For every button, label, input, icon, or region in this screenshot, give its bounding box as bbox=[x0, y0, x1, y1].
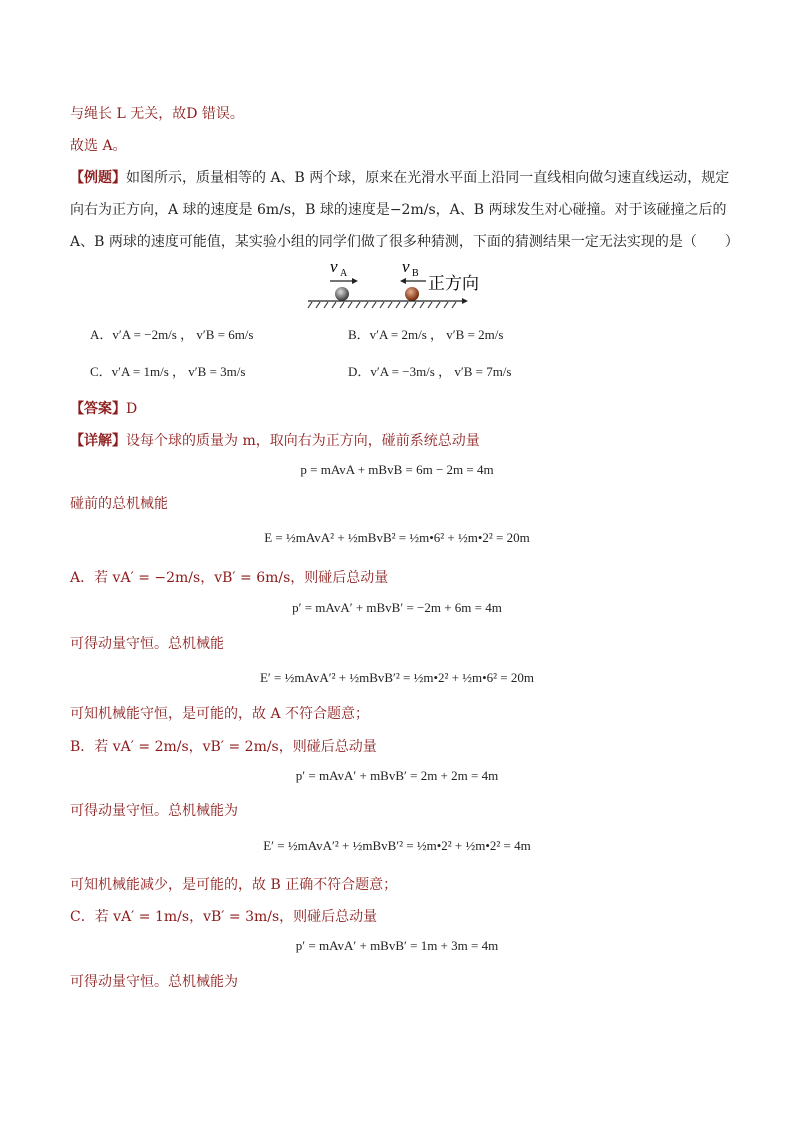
case-b-statement: 可得动量守恒。总机械能为 bbox=[70, 803, 238, 819]
answer-value: D bbox=[126, 401, 138, 417]
detail-line bbox=[70, 431, 480, 451]
answer-tag: 【答案】 bbox=[70, 401, 126, 417]
question-line-3: A、B 两球的速度可能值，某实验小组的同学们做了很多种猜测，下面的猜测结果一定无法实现的是（ ） bbox=[70, 234, 739, 250]
equation-case-b-energy: E′ = ½mAvA′² + ½mBvB′² = ½m•2² + ½m•2² = 4m bbox=[263, 838, 531, 853]
case-a-conclusion: 可知机械能守恒，是可能的，故 A 不符合题意； bbox=[70, 706, 370, 722]
case-c-statement: 可得动量守恒。总机械能为 bbox=[70, 974, 238, 990]
case-a-heading: A．若 vA′ = −2m/s，vB′ = 6m/s，则碰后总动量 bbox=[70, 570, 389, 586]
ground-hatching bbox=[308, 302, 456, 308]
option-a[interactable]: A．v′A = −2m/s ， v′B = 6m/s bbox=[90, 327, 254, 342]
intro-line-1: 与绳长 L 无关，故D 错误。 bbox=[70, 106, 244, 122]
detail-tag: 【详解】 bbox=[70, 433, 126, 449]
positive-direction-arrow bbox=[462, 298, 468, 304]
collision-figure bbox=[300, 254, 500, 314]
option-b[interactable]: B．v′A = 2m/s ， v′B = 2m/s bbox=[348, 327, 504, 342]
question-tag: 【例题】 bbox=[70, 170, 126, 186]
energy-before-label: 碰前的总机械能 bbox=[70, 496, 168, 512]
equation-case-a-energy: E′ = ½mAvA′² + ½mBvB′² = ½m•2² + ½m•6² = 20m bbox=[259, 670, 535, 685]
case-c-heading: C．若 vA′ = 1m/s，vB′ = 3m/s，则碰后总动量 bbox=[70, 909, 378, 925]
va-label: v bbox=[330, 257, 338, 276]
ball-a bbox=[335, 287, 349, 301]
direction-label: 正方向 bbox=[428, 274, 479, 294]
option-c[interactable]: C．v′A = 1m/s ， v′B = 3m/s bbox=[90, 364, 246, 379]
question-line-2: 向右为正方向，A 球的速度是 6m/s，B 球的速度是−2m/s，A、B 两球发生对心碰撞。对于该碰撞之后的 bbox=[70, 202, 727, 218]
vb-subscript: B bbox=[412, 268, 419, 279]
detail-text: 设每个球的质量为 m，取向右为正方向，碰前系统总动量 bbox=[126, 433, 480, 449]
option-d[interactable]: D．v′A = −3m/s ， v′B = 7m/s bbox=[348, 364, 512, 379]
vb-label: v bbox=[402, 257, 410, 276]
case-a-statement: 可得动量守恒。总机械能 bbox=[70, 636, 224, 652]
equation-case-c-momentum: p′ = mAvA′ + mBvB′ = 1m + 3m = 4m bbox=[295, 938, 499, 953]
question-text-1: 如图所示，质量相等的 A、B 两个球，原来在光滑水平面上沿同一直线相向做匀速直线运动，规定 bbox=[126, 170, 730, 186]
case-b-heading: B．若 vA′ = 2m/s，vB′ = 2m/s，则碰后总动量 bbox=[70, 739, 377, 755]
equation-momentum-before: p = mAvA + mBvB = 6m − 2m = 4m bbox=[300, 462, 494, 477]
intro-line-2: 故选 A。 bbox=[70, 138, 127, 154]
equation-energy-before: E = ½mAvA² + ½mBvB² = ½m•6² + ½m•2² = 20m bbox=[264, 530, 530, 545]
question-line-1 bbox=[70, 168, 729, 188]
va-subscript: A bbox=[340, 268, 348, 279]
equation-case-b-momentum: p′ = mAvA′ + mBvB′ = 2m + 2m = 4m bbox=[295, 768, 499, 783]
ball-b bbox=[405, 287, 419, 301]
equation-case-a-momentum: p′ = mAvA′ + mBvB′ = −2m + 6m = 4m bbox=[292, 600, 502, 615]
case-b-conclusion: 可知机械能减少，是可能的，故 B 正确不符合题意； bbox=[70, 877, 398, 893]
answer-line bbox=[70, 399, 137, 419]
